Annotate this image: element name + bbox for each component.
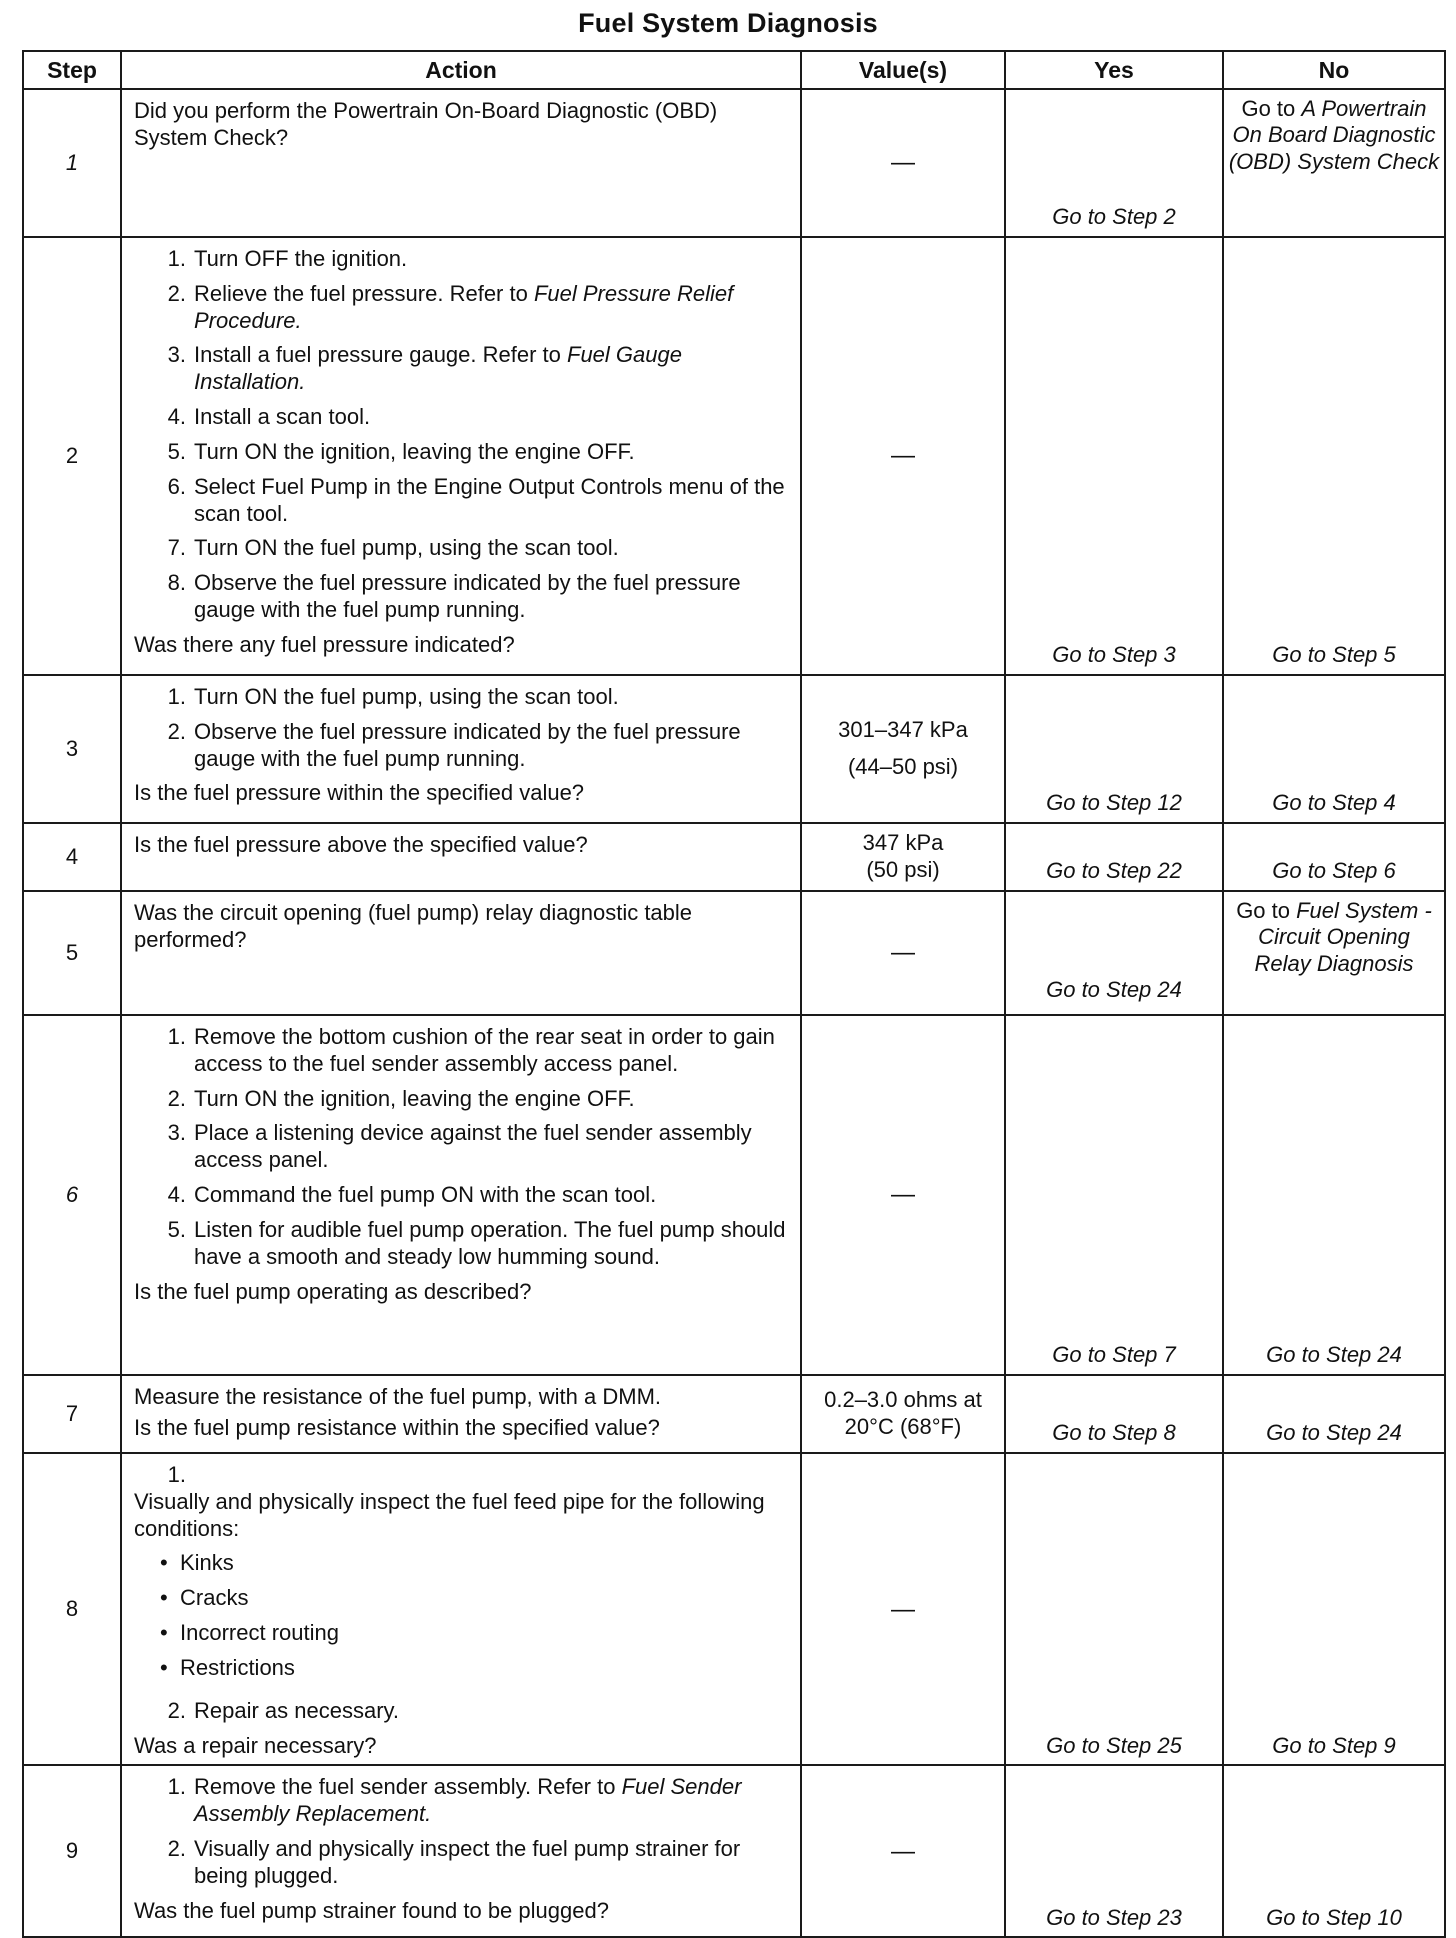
list-item [134,1086,790,1113]
item-number: 2. [167,1836,186,1862]
item-number: 4. [167,404,186,430]
item-number: 5. [167,438,186,464]
item-number: 5. [167,1216,186,1242]
item-text: Observe the fuel pressure indicated by the fuel pressure gauge with the fuel pump running. [194,718,741,771]
header-yes: Yes [1005,51,1223,89]
item-text: Visually and physically inspect the fuel pump strainer for being plugged. [194,1836,741,1888]
item-text: Turn ON the ignition, leaving the engine OFF. [194,1085,635,1111]
no-cell: Go to Step 4 [1223,675,1445,823]
no-reference: Fuel System - Circuit Opening Relay Diagnosis [1254,898,1432,976]
item-punct: . [295,307,302,333]
table-row [23,89,1445,237]
bullet-item: • Restrictions [134,1655,790,1682]
action-steps [134,1774,790,1889]
yes-cell: Go to Step 8 [1005,1375,1223,1453]
action-cell [121,237,801,675]
yes-cell: Go to Step 23 [1005,1765,1223,1937]
question-text: Was a repair necessary? [134,1732,377,1758]
list-item [134,404,790,431]
item-reference: Fuel Pressure Relief Procedure [194,280,734,333]
action-text: Was the circuit opening (fuel pump) relay diagnostic table performed? [134,900,693,952]
step-number: 5 [23,891,121,1015]
list-item [134,246,790,273]
item-number: 6. [167,473,186,499]
list-item [134,535,790,562]
item-text: Remove the fuel sender assembly. Refer to [194,1774,622,1800]
question-text: Is the fuel pump operating as described? [134,1278,532,1304]
step-number: 9 [23,1765,121,1937]
bullet-item: • Cracks [134,1585,790,1612]
table-row [23,1453,1445,1765]
value-line: (50 psi) [866,857,940,882]
table-row [23,675,1445,823]
bullet-item: • Incorrect routing [134,1620,790,1647]
item-number: 3. [167,1120,186,1146]
value-cell [801,823,1005,891]
bullet-item: • Kinks [134,1550,790,1577]
item-text: Install a fuel pressure gauge. Refer to [194,342,567,368]
step-number: 2 [23,237,121,675]
item-text: Relieve the fuel pressure. Refer to [194,280,534,306]
yes-cell: Go to Step 7 [1005,1015,1223,1375]
item-text: Remove the bottom cushion of the rear seat in order to gain access to the fuel sender assembly access panel. [194,1024,775,1076]
item-text: Select Fuel Pump in the Engine Output Controls menu of the scan tool. [194,473,785,526]
item-punct: . [299,369,306,395]
item-number: 1. [167,1462,186,1487]
item-number: 1. [167,1024,186,1049]
action-text: Is the fuel pressure above the specified value? [134,832,588,857]
condition-list [134,1550,790,1681]
list-item [134,1698,790,1725]
no-cell [1223,891,1445,1015]
yes-cell: Go to Step 22 [1005,823,1223,891]
action-text: Measure the resistance of the fuel pump, with a DMM. [134,1384,662,1409]
action-cell [121,1453,801,1765]
item-reference: Fuel Sender Assembly Replacement [194,1774,742,1827]
list-item [134,684,790,711]
action-text: Did you perform the Powertrain On-Board Diagnostic (OBD) System Check? [134,98,718,150]
no-prefix: Go to [1236,898,1297,923]
question-text: Is the fuel pressure within the specified value? [134,780,585,806]
document-title: Fuel System Diagnosis [578,8,878,38]
yes-cell: Go to Step 2 [1005,89,1223,237]
value-cell: — [801,1765,1005,1937]
table-row [23,891,1445,1015]
item-number: 8. [167,570,186,596]
yes-cell: Go to Step 12 [1005,675,1223,823]
table-row [23,823,1445,891]
value-line: 347 kPa [862,830,944,856]
no-cell [1223,89,1445,237]
item-number: 7. [167,535,186,561]
yes-cell: Go to Step 3 [1005,237,1223,675]
step-number: 8 [23,1453,121,1765]
value-line: (44–50 psi) [847,754,959,779]
table-row [23,237,1445,675]
item-number: 3. [167,342,186,368]
value-cell: — [801,237,1005,675]
action-cell [121,823,801,891]
action-cell [121,89,801,237]
item-text: Turn ON the fuel pump, using the scan tool. [194,684,619,709]
item-number: 2. [167,718,186,744]
item-text [134,1489,790,1690]
step-number: 6 [23,1015,121,1375]
list-item [134,342,790,396]
yes-cell: Go to Step 24 [1005,891,1223,1015]
action-steps [134,1024,790,1271]
list-item [134,719,790,773]
step-number: 7 [23,1375,121,1453]
list-item [134,439,790,466]
no-cell: Go to Step 6 [1223,823,1445,891]
no-cell: Go to Step 24 [1223,1375,1445,1453]
diagnosis-table [22,50,1446,1938]
question-text: Is the fuel pump resistance within the specified value? [134,1414,660,1440]
header-values: Value(s) [801,51,1005,89]
item-text: Command the fuel pump ON with the scan tool. [194,1182,657,1208]
item-text: Listen for audible fuel pump operation. The fuel pump should have a smooth and steady low humming sound. [194,1216,786,1269]
list-item [134,1462,790,1690]
no-reference: A Powertrain On Board Diagnostic (OBD) System Check [1228,96,1440,174]
item-text-content: Visually and physically inspect the fuel feed pipe for the following conditions: [134,1488,765,1541]
action-steps [134,684,790,772]
list-item [134,1217,790,1271]
list-item [134,1836,790,1890]
no-cell: Go to Step 9 [1223,1453,1445,1765]
action-cell [121,675,801,823]
value-line: 301–347 kPa [838,717,968,743]
step-number: 3 [23,675,121,823]
item-text: Turn ON the fuel pump, using the scan tool. [194,535,619,561]
no-cell: Go to Step 10 [1223,1765,1445,1937]
item-number: 1. [167,246,186,271]
header-row [23,51,1445,89]
value-line: 20°C (68°F) [844,1414,962,1439]
action-cell [121,891,801,1015]
item-reference: Fuel Gauge Installation [194,342,682,395]
value-cell: — [801,89,1005,237]
item-number: 1. [167,684,186,709]
no-cell: Go to Step 24 [1223,1015,1445,1375]
no-cell: Go to Step 5 [1223,237,1445,675]
item-number: 2. [167,280,186,306]
value-cell: — [801,891,1005,1015]
item-text: Place a listening device against the fuel sender assembly access panel. [194,1120,752,1173]
list-item [134,281,790,335]
value-cell: — [801,1453,1005,1765]
list-item [134,1774,790,1828]
item-number: 1. [167,1774,186,1800]
action-cell [121,1375,801,1453]
header-no: No [1223,51,1445,89]
list-item [134,1120,790,1174]
action-steps [134,1462,790,1725]
action-cell [121,1015,801,1375]
step-number: 1 [23,89,121,237]
item-punct: . [425,1801,432,1827]
list-item [134,474,790,528]
value-cell [801,675,1005,823]
value-cell: — [801,1015,1005,1375]
step-number: 4 [23,823,121,891]
item-text: Observe the fuel pressure indicated by the fuel pressure gauge with the fuel pump running. [194,570,741,623]
no-prefix: Go to [1241,96,1302,121]
list-item [134,570,790,624]
yes-cell: Go to Step 25 [1005,1453,1223,1765]
item-text: Turn OFF the ignition. [194,246,408,271]
value-cell [801,1375,1005,1453]
question-text: Was there any fuel pressure indicated? [134,631,515,657]
action-steps [134,246,790,624]
item-text: Turn ON the ignition, leaving the engine OFF. [194,438,635,464]
item-number: 2. [167,1697,186,1723]
header-action: Action [121,51,801,89]
list-item [134,1024,790,1078]
table-row [23,1015,1445,1375]
header-step: Step [23,51,121,89]
item-text: Repair as necessary. [194,1697,400,1723]
list-item [134,1182,790,1209]
value-line: 0.2–3.0 ohms at [824,1387,982,1413]
table-row [23,1375,1445,1453]
item-number: 2. [167,1085,186,1111]
item-text: Install a scan tool. [194,404,371,430]
item-number: 4. [167,1182,186,1208]
question-text: Was the fuel pump strainer found to be plugged? [134,1897,609,1923]
